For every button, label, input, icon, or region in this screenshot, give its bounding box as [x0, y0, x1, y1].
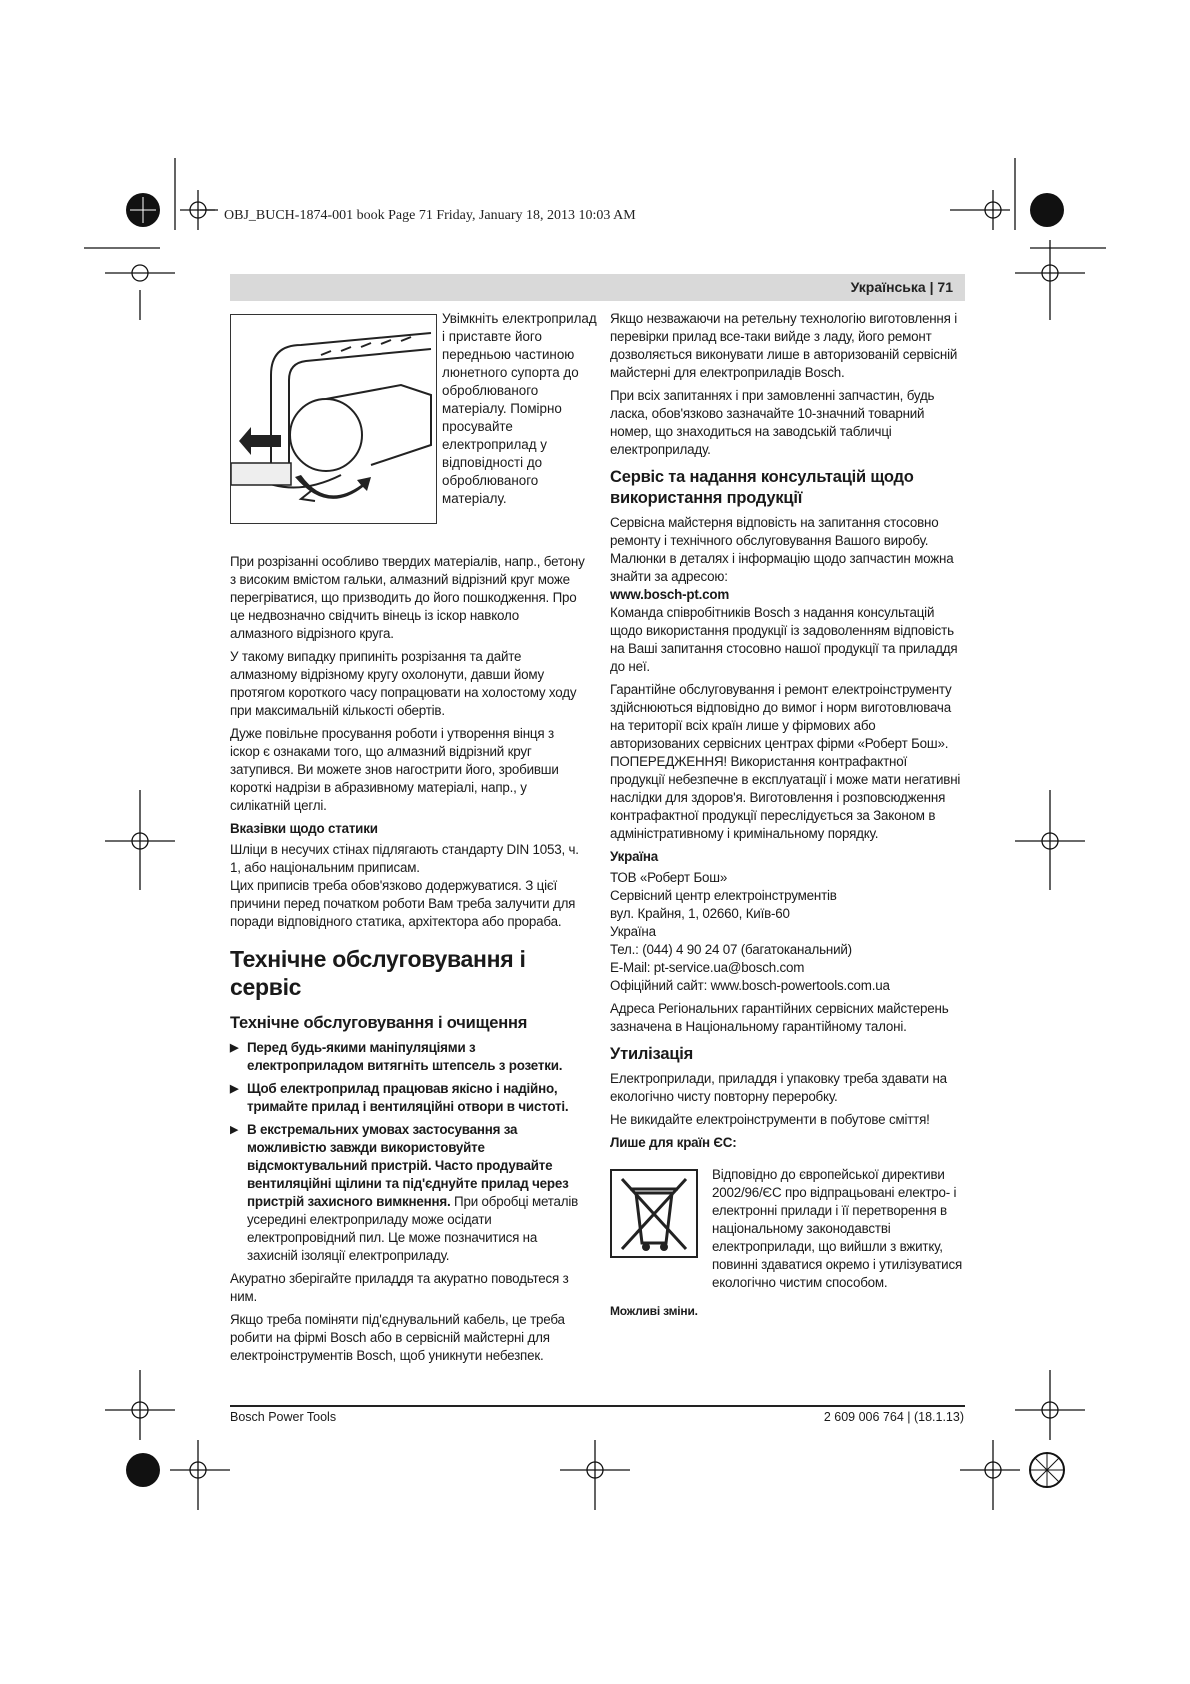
address-line: вул. Крайня, 1, 02660, Київ-60	[610, 906, 790, 921]
service-url: www.bosch-pt.com	[610, 587, 730, 602]
weee-crossed-bin-icon	[610, 1169, 698, 1258]
paragraph: Шліци в несучих стінах підлягають стандарту DIN 1053, ч. 1, або національним приписам.	[230, 842, 579, 875]
phone-line: Тел.: (044) 4 90 24 07 (багатоканальний)	[610, 942, 852, 957]
paragraph: Гарантійне обслуговування і ремонт електроінструменту здійснюються відповідно до вимог і норм виготовлювача на території всіх країн лише у фірмових або авторизованих сервісних центрах фірми «Роберт Бош». ПОПЕРЕДЖЕННЯ! Використання контрафактної продукції небезпечне в експлуатації і може мати негативні наслідки для здоров'я. Виготовлення і розповсюдження контрафактної продукції переслідується за Законом в адміністративному і кримінальному порядку.	[610, 682, 961, 841]
right-column	[610, 310, 965, 1155]
address-line: Сервісний центр електроінструментів	[610, 888, 837, 903]
disposal-heading: Утилізація	[610, 1045, 694, 1063]
changes-note: Можливі зміни.	[610, 1304, 698, 1318]
left-column	[230, 553, 585, 1370]
paragraph: Сервісна майстерня відповість на запитання стосовно ремонту і технічного обслуговування Вашого виробу. Малюнки в деталях і інформацію щодо запчастин можна знайти за адресою:	[610, 515, 954, 584]
header-label: Українська | 71	[850, 279, 953, 295]
paragraph: Дуже повільне просування роботи і утворення вінця з іскор є ознаками того, що алмазний відрізний круг затупився. Ви можете знов нагострити його, зробивши короткі надрізи в абразивному матеріалі, напр., у силікатній цеглі.	[230, 726, 559, 813]
paragraph: Цих приписів треба обов'язково додержуватися. З цієї причини перед початком роботи Вам треба залучити для поради відповідного статика, архітектора або прораба.	[230, 878, 576, 929]
email-line: E-Mail: pt-service.ua@bosch.com	[610, 960, 805, 975]
country-heading: Україна	[610, 849, 659, 864]
list-item: ▶ Щоб електроприлад працював якісно і надійно, тримайте прилад і вентиляційні отвори в чистоті.	[230, 1080, 585, 1116]
bullet-bold-text: В екстремальних умовах застосування за можливістю завжди використовуйте відсмоктувальний пристрій. Часто продувайте вентиляційні щілини та під'єднуйте прилад через пристрій захисного вимкнення.	[247, 1122, 569, 1209]
footer-doc-number: 2 609 006 764 | (18.1.13)	[823, 1410, 964, 1424]
safety-list	[230, 1039, 585, 1265]
page-header	[230, 274, 965, 301]
figure-caption: Увімкніть електроприлад і приставте його передньою частиною люнетного супорта до оброблюваного матеріалу. Помірно просувайте електроприлад у відповідності до оброблюваного матеріалу.	[442, 311, 597, 506]
address-line: Україна	[610, 924, 656, 939]
list-item	[230, 1121, 585, 1265]
statics-heading: Вказівки щодо статики	[230, 821, 378, 836]
paragraph: Якщо незважаючи на ретельну технологію виготовлення і перевірки прилад все-таки вийде з ладу, його ремонт дозволяється виконувати лише в авторизованій сервісній майстерні для електроприладів Bosch.	[610, 311, 958, 380]
paragraph: Команда співробітників Bosch з надання консультацій щодо використання продукції із задоволенням відповість на Ваші запитання стосовно нашої продукції та приладдя до неї.	[610, 605, 958, 674]
header-language: Українська	[850, 279, 926, 295]
website-line: Офіційний сайт: www.bosch-powertools.com.ua	[610, 978, 890, 993]
section-title: Технічне обслуговування і сервіс	[230, 946, 526, 1000]
address-line: ТОВ «Роберт Бош»	[610, 870, 728, 885]
footer-rule	[230, 1405, 965, 1407]
print-info: OBJ_BUCH-1874-001 book Page 71 Friday, January 18, 2013 10:03 AM	[224, 208, 636, 223]
eu-text: Відповідно до європейської директиви 2002/96/ЄС про відпрацьовані електро- і електронні прилади і її перетворення в національному законодавстві електроприлади, що вийшли з вжитку, повинні здаватися окремо і утилізуватися екологічно чистим способом.	[712, 1167, 963, 1290]
list-item: ▶ Перед будь-якими маніпуляціями з електроприладом витягніть штепсель з розетки.	[230, 1039, 585, 1075]
address-block	[610, 869, 965, 995]
paragraph: Не викидайте електроінструменти в побутове сміття!	[610, 1112, 930, 1127]
paragraph: Електроприлади, приладдя і упаковку треба здавати на екологічно чисту повторну переробку.	[610, 1071, 947, 1104]
page-number: 71	[937, 279, 953, 295]
footer-brand: Bosch Power Tools	[230, 1410, 337, 1424]
paragraph: Адреса Регіональних гарантійних сервісних майстерень зазначена в Національному гарантійному талоні.	[610, 1001, 949, 1034]
paragraph: У такому випадку припиніть розрізання та дайте алмазному відрізному кругу охолонути, давши йому протягом короткого часу попрацювати на холостому ходу при максимальній кількості обертів.	[230, 649, 577, 718]
paragraph: При всіх запитаннях і при замовленні запчастин, будь ласка, обов'язково зазначайте 10-значний товарний номер, що знаходиться на заводській табличці електроприладу.	[610, 388, 935, 457]
subsection-title: Технічне обслуговування і очищення	[230, 1014, 528, 1032]
service-heading: Сервіс та надання консультацій щодо використання продукції	[610, 468, 914, 507]
grinder-drawing-icon	[231, 315, 435, 522]
eu-heading: Лише для країн ЄС:	[610, 1135, 737, 1150]
paragraph: При розрізанні особливо твердих матеріалів, напр., бетону з високим вмістом гальки, алмазний відрізний круг може перегріватися, що призводить до його пошкодження. Про це недвозначно свідчить вінець із іскор навколо алмазного відрізного круга.	[230, 554, 585, 641]
bullet-text: При обробці металів усередині електроприладу може осідати електропровідний пил. Це може позначитися на захисній ізоляції електроприладу.	[247, 1194, 579, 1263]
tool-illustration	[230, 314, 437, 524]
paragraph: Якщо треба поміняти під'єднувальний кабель, це треба робити на фірмі Bosch або в сервісній майстерні для електроінструментів Bosch, щоб уникнути небезпек.	[230, 1312, 565, 1363]
paragraph: Акуратно зберігайте приладдя та акуратно поводьтеся з ним.	[230, 1271, 569, 1304]
